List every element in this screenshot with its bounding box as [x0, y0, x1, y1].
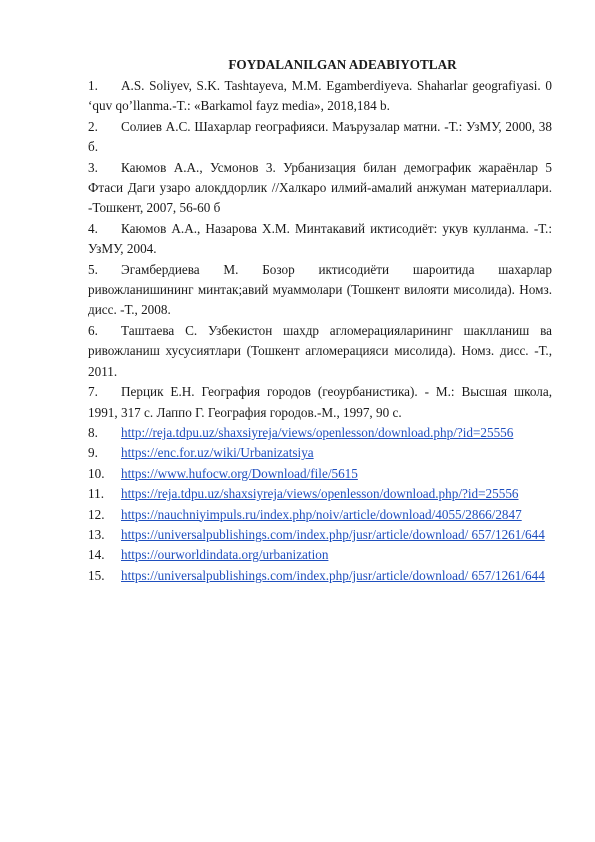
reference-item[interactable]: [88, 423, 552, 443]
reference-item[interactable]: [88, 525, 552, 545]
reference-link[interactable]: https://nauchniyimpuls.ru/index.php/noiv/article/download/4055/2866/2847: [121, 506, 522, 522]
reference-item: [88, 321, 552, 382]
page-title: FOYDALANILGAN ADEABIYOTLAR: [228, 57, 457, 72]
reference-text: Перцик Е.Н. География городов (геоурбанистика). - М.: Высшая школа, 1991, 317 с. Лаппо Г. География городов.-М., 1997, 90 с.: [88, 384, 552, 420]
reference-item: [88, 158, 552, 219]
reference-number: 1.: [88, 78, 98, 93]
reference-number: 11.: [88, 486, 104, 502]
reference-link[interactable]: http://reja.tdpu.uz/shaxsiyreja/views/openlesson/download.php/?id=25556: [121, 424, 514, 440]
reference-item[interactable]: [88, 443, 552, 463]
reference-item: [88, 260, 552, 321]
reference-number: 15.: [88, 567, 105, 583]
reference-link[interactable]: https://www.hufocw.org/Download/file/5615: [121, 465, 358, 481]
reference-number: 7.: [88, 384, 98, 400]
reference-number: 9.: [88, 445, 98, 461]
reference-text: Каюмов А.А., Назарова Х.М. Минтакавий иктисодиёт: укув кулланма. -Т.: УзМУ, 2004.: [88, 220, 552, 257]
reference-item: [88, 117, 552, 158]
reference-text: [88, 423, 552, 443]
reference-text: Солиев А.С. Шахарлар географияси. Маърузалар матни. -Т.: УзМУ, 2000, 38 б.: [88, 118, 552, 155]
reference-list: [88, 76, 552, 586]
reference-text: [88, 545, 552, 565]
reference-text: Каюмов А.А., Усмонов 3. Урбанизация билан демографик жараёнлар 5 Фтаси Даги узаро алокддорлик //Халкаро илмий-амалий анжуман материаллари. -Тошкент, 2007, 56-60 б: [88, 159, 552, 216]
reference-item[interactable]: [88, 545, 552, 565]
reference-item[interactable]: [88, 505, 552, 525]
reference-number: 8.: [88, 424, 98, 440]
reference-text: [88, 505, 552, 525]
reference-number: 13.: [88, 526, 105, 542]
reference-number: 5.: [88, 261, 98, 277]
reference-item[interactable]: [88, 484, 552, 504]
reference-item: [88, 382, 552, 423]
reference-number: 2.: [88, 118, 98, 134]
reference-item: [88, 76, 552, 117]
reference-number: 10.: [88, 465, 105, 481]
reference-number: 3.: [88, 159, 98, 175]
reference-link[interactable]: https://universalpublishings.com/index.php/jusr/article/download/ 657/1261/644: [121, 567, 545, 583]
reference-item[interactable]: [88, 464, 552, 484]
reference-text: [88, 443, 552, 463]
reference-item: [88, 219, 552, 260]
reference-link[interactable]: https://reja.tdpu.uz/shaxsiyreja/views/openlesson/download.php/?id=25556: [121, 486, 519, 502]
reference-text: [88, 464, 552, 484]
reference-number: 6.: [88, 322, 98, 338]
reference-link[interactable]: https://enc.for.uz/wiki/Urbanizatsiya: [121, 445, 314, 461]
reference-text: Таштаева С. Узбекистон шахдр агломерацияларининг шаклланиш ва ривожланиш хусусиятлари (Тошкент агломерацияси мисолида). Номз. дисс. -Т., 2011.: [88, 322, 552, 379]
reference-text: [88, 525, 552, 545]
reference-number: 12.: [88, 506, 105, 522]
reference-text: Эгамбердиева М. Бозор иктисодиёти шароитида шахарлар ривожланишининг минтак;авий муаммолари (Тошкент вилояти мисолида). Номз. дисс. -Т., 2008.: [88, 261, 552, 318]
reference-link[interactable]: https://universalpublishings.com/index.php/jusr/article/download/ 657/1261/644: [121, 526, 545, 542]
reference-text: [88, 566, 552, 586]
reference-text: [88, 484, 552, 504]
reference-text: A.S. Soliyev, S.K. Tashtayeva, M.M. Egamberdiyeva. Shaharlar geografiyasi. 0 ‘quv qo’llanma.-T.: «Barkamol fayz media», 2018,184 b.: [88, 78, 552, 114]
reference-item[interactable]: [88, 566, 552, 586]
reference-number: 14.: [88, 547, 105, 563]
reference-number: 4.: [88, 220, 98, 236]
reference-link[interactable]: https://ourworldindata.org/urbanization: [121, 547, 329, 563]
